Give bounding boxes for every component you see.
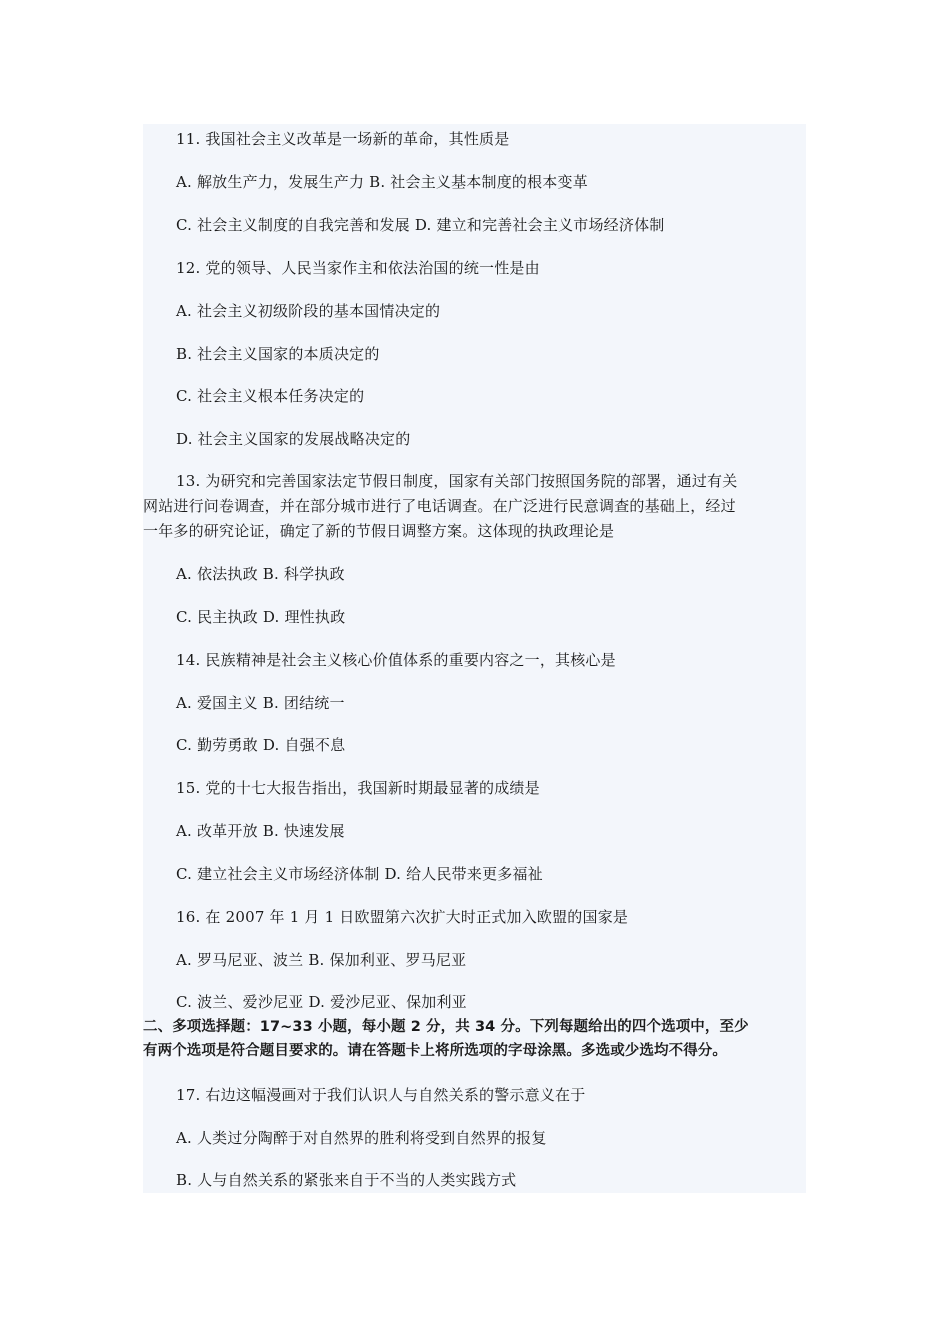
q16-stem: 16. 在 2007 年 1 月 1 日欧盟第六次扩大时正式加入欧盟的国家是 [176, 908, 629, 926]
q16-options-ab: A. 罗马尼亚、波兰 B. 保加利亚、罗马尼亚 [176, 951, 467, 969]
q16-options-cd: C. 波兰、爱沙尼亚 D. 爱沙尼亚、保加利亚 [176, 993, 467, 1011]
q17-option-b: B. 人与自然关系的紧张来自于不当的人类实践方式 [176, 1171, 517, 1189]
q13-stem [143, 469, 806, 544]
q12-option-a: A. 社会主义初级阶段的基本国情决定的 [176, 302, 441, 320]
q15-options-ab: A. 改革开放 B. 快速发展 [176, 822, 345, 840]
q14-stem: 14. 民族精神是社会主义核心价值体系的重要内容之一，其核心是 [176, 651, 616, 669]
section-2-line-2: 有两个选项是符合题目要求的。请在答题卡上将所选项的字母涂黑。多选或少选均不得分。 [143, 1043, 727, 1059]
section-2-line-1: 二、多项选择题：17~33 小题，每小题 2 分，共 34 分。下列每题给出的四个选项中，至少 [143, 1019, 749, 1035]
q12-stem: 12. 党的领导、人民当家作主和依法治国的统一性是由 [176, 259, 540, 277]
q13-line-3: 一年多的研究论证，确定了新的节假日调整方案。这体现的执政理论是 [143, 522, 615, 540]
q14-options-ab: A. 爱国主义 B. 团结统一 [176, 694, 345, 712]
q13-line-1: 13. 为研究和完善国家法定节假日制度，国家有关部门按照国务院的部署，通过有关 [176, 472, 738, 490]
q12-option-d: D. 社会主义国家的发展战略决定的 [176, 430, 411, 448]
q12-option-b: B. 社会主义国家的本质决定的 [176, 345, 380, 363]
q15-stem: 15. 党的十七大报告指出，我国新时期最显著的成绩是 [176, 779, 540, 797]
q17-option-a: A. 人类过分陶醉于对自然界的胜利将受到自然界的报复 [176, 1129, 547, 1147]
q15-options-cd: C. 建立社会主义市场经济体制 D. 给人民带来更多福祉 [176, 865, 543, 883]
q13-options-ab: A. 依法执政 B. 科学执政 [176, 565, 345, 583]
q13-options-cd: C. 民主执政 D. 理性执政 [176, 608, 346, 626]
q11-stem: 11. 我国社会主义改革是一场新的革命，其性质是 [176, 130, 510, 148]
q17-stem: 17. 右边这幅漫画对于我们认识人与自然关系的警示意义在于 [176, 1086, 586, 1104]
q11-options-ab: A. 解放生产力，发展生产力 B. 社会主义基本制度的根本变革 [176, 173, 588, 191]
q12-option-c: C. 社会主义根本任务决定的 [176, 387, 365, 405]
q13-line-2: 网站进行问卷调查，并在部分城市进行了电话调查。在广泛进行民意调查的基础上，经过 [143, 497, 736, 515]
q14-options-cd: C. 勤劳勇敢 D. 自强不息 [176, 736, 346, 754]
q11-options-cd: C. 社会主义制度的自我完善和发展 D. 建立和完善社会主义市场经济体制 [176, 216, 665, 234]
